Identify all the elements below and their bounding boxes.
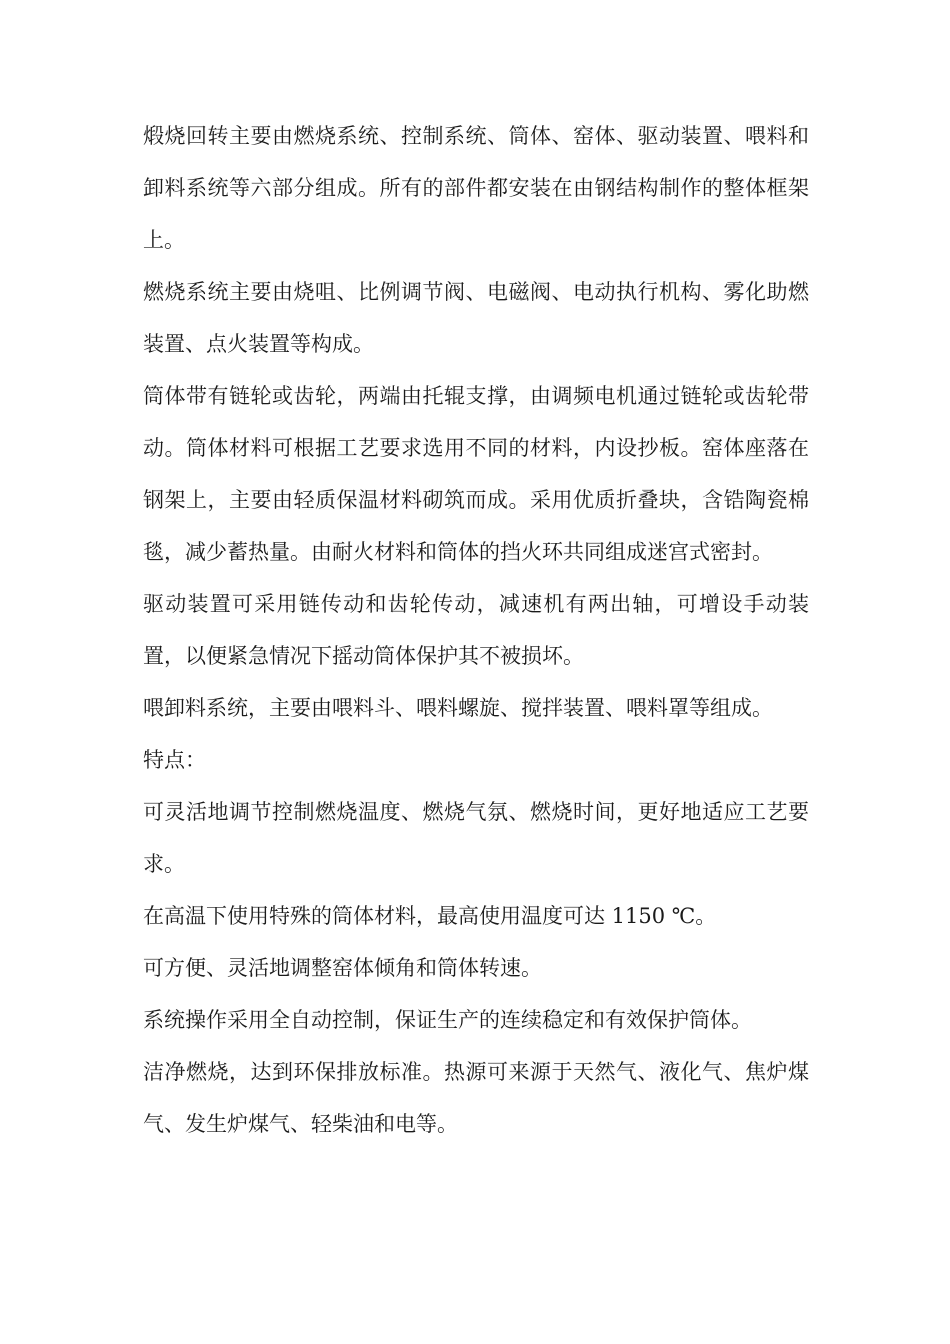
feature-automatic-control: 系统操作采用全自动控制，保证生产的连续稳定和有效保护筒体。 — [143, 1008, 752, 1032]
feature-adjustable-angle-speed: 可方便、灵活地调整窑体倾角和筒体转速。 — [143, 956, 542, 980]
features-heading: 特点： — [143, 748, 206, 772]
feature-clean-combustion: 洁净燃烧，达到环保排放标准。热源可来源于天然气、液化气、焦炉煤气、发生炉煤气、轻柴油和电等。 — [143, 1060, 809, 1136]
paragraph-composition: 煅烧回转主要由燃烧系统、控制系统、筒体、窑体、驱动装置、喂料和卸料系统等六部分组成。所有的部件都安装在由钢结构制作的整体框架上。 — [143, 124, 809, 252]
paragraph-feed-discharge-system: 喂卸料系统，主要由喂料斗、喂料螺旋、搅拌装置、喂料罩等组成。 — [143, 696, 773, 720]
paragraph-cylinder-and-kiln: 筒体带有链轮或齿轮，两端由托辊支撑，由调频电机通过链轮或齿轮带动。筒体材料可根据工艺要求选用不同的材料，内设抄板。窑体座落在钢架上，主要由轻质保温材料砌筑而成。采用优质折叠块，含锆陶瓷棉毯，减少蓄热量。由耐火材料和筒体的挡火环共同组成迷宫式密封。 — [143, 384, 809, 564]
feature-high-temperature: 在高温下使用特殊的筒体材料，最高使用温度可达 1150 ℃。 — [143, 904, 717, 928]
feature-flexible-control: 可灵活地调节控制燃烧温度、燃烧气氛、燃烧时间，更好地适应工艺要求。 — [143, 800, 809, 876]
document-body — [143, 110, 809, 1150]
paragraph-drive-device: 驱动装置可采用链传动和齿轮传动，减速机有两出轴，可增设手动装置，以便紧急情况下摇动筒体保护其不被损坏。 — [143, 592, 809, 668]
paragraph-combustion-system: 燃烧系统主要由烧咀、比例调节阀、电磁阀、电动执行机构、雾化助燃装置、点火装置等构成。 — [143, 280, 809, 356]
